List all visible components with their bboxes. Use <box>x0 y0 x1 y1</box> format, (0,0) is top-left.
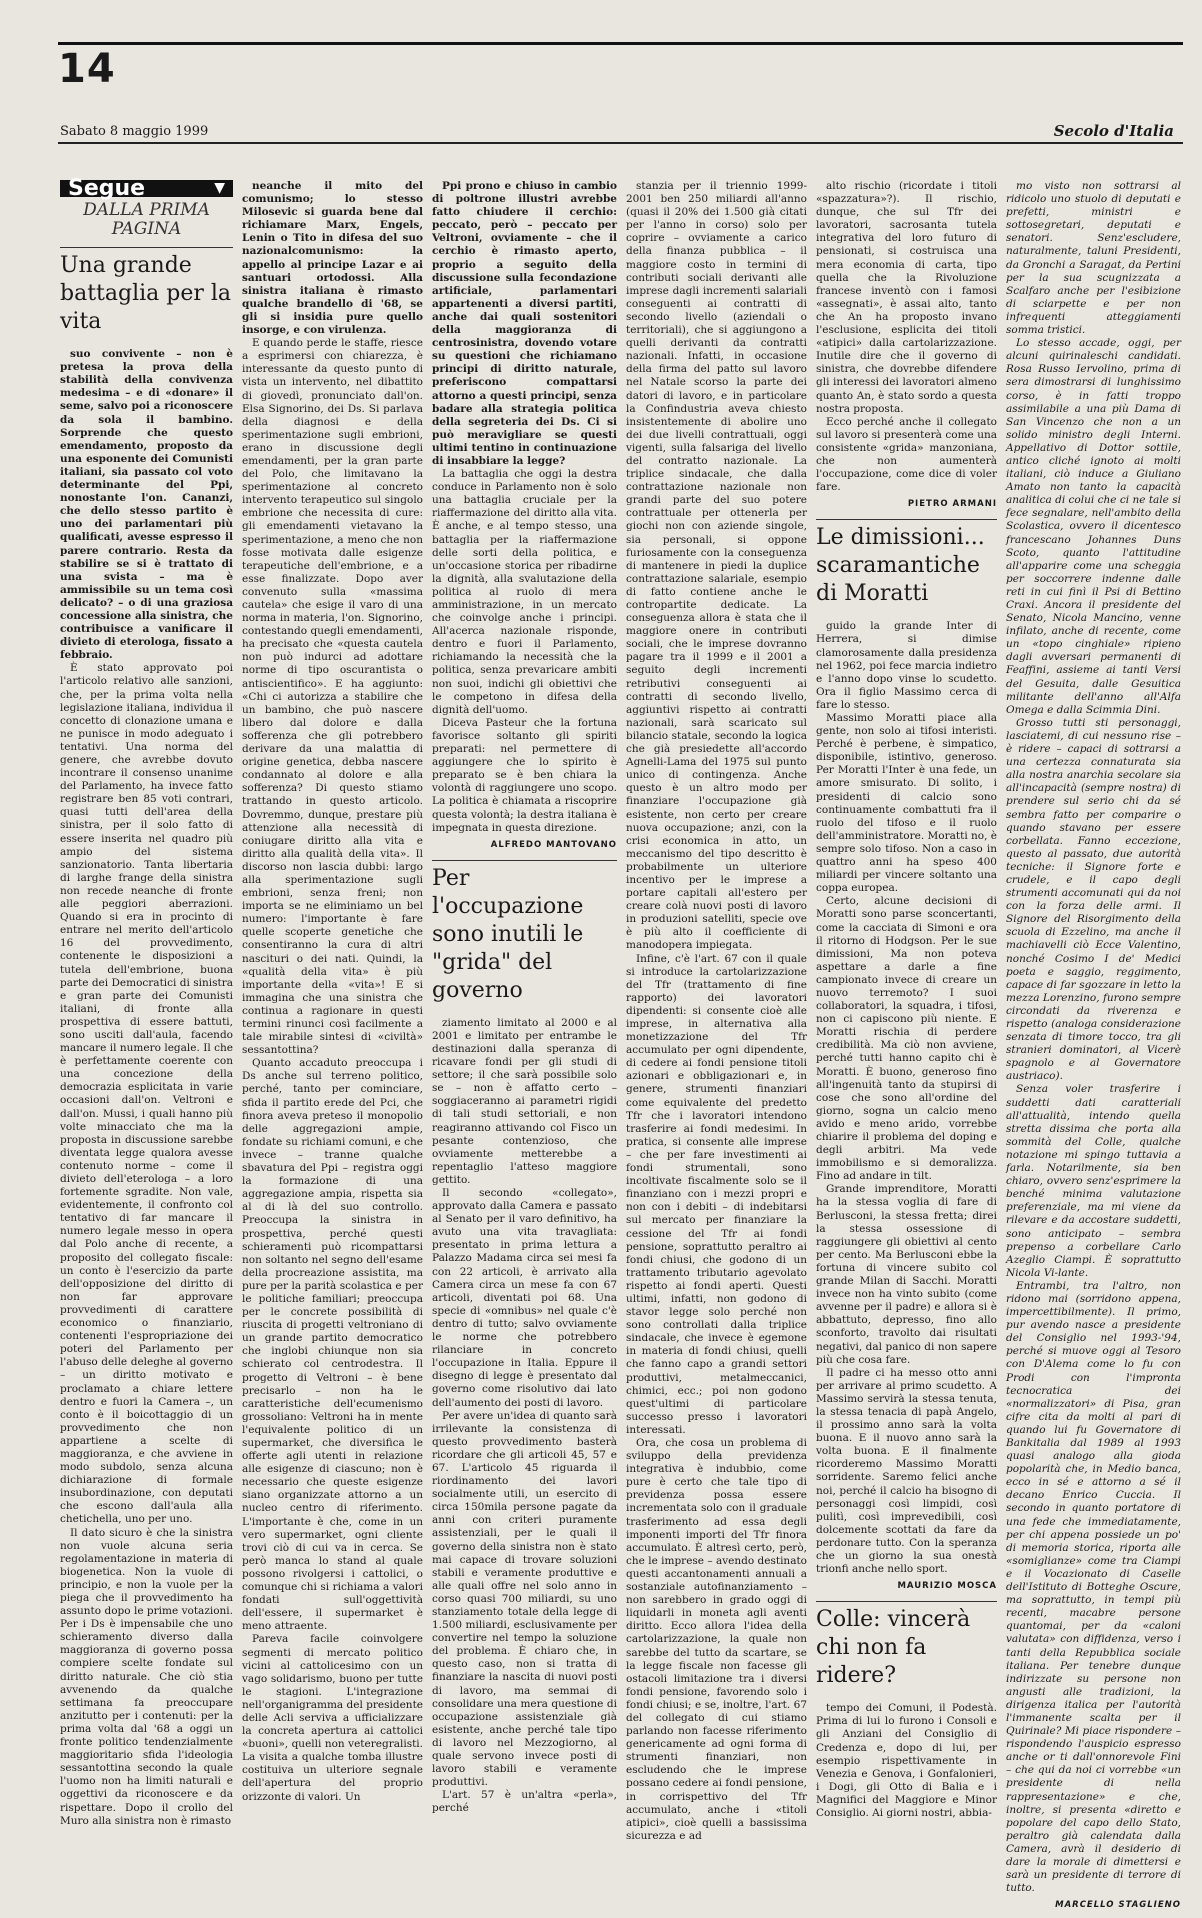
article-paragraph: Pareva facile coinvolgere segmenti di mercato politico vicini al cattolicesimo con un vago solidarismo, buono per tutte le stagioni. L'integrazione nell'organigramma del presidente delle Acli serviva a ufficializzare la concreta apertura ai cattolici «buoni», quelli non veteregralisti. La visita a qualche tomba illustre costituiva un ulteriore segnale dell'apertura del proprio orizzonte di valori. Un <box>242 1633 423 1803</box>
article-headline: Le dimissioni... scaramantiche di Moratti <box>816 519 997 608</box>
author-signature: ALFREDO MANTOVANO <box>490 839 617 850</box>
article-paragraph: stanzia per il triennio 1999-2001 ben 250 miliardi all'anno (quasi il 20% dei 1.500 già citati per l'anno in corso) solo per coprire – ovviamente a carico della finanza pubblica – il maggiore costo in termini di contributi sociali derivanti alle imprese dagli incrementi salariali conseguenti ai contratti di secondo livello (aziendali o territoriali), che si aggiungono a quelli derivanti da contratti nazionali. Infatti, in occasione della firma del patto sul lavoro nel Natale scorso la parte dei datori di lavoro, e in particolare la Confindustria aveva chiesto insistentemente di abolire uno dei due livelli contrattuali, oggi vigenti, sulla falsariga del livello del contratto nazionale. La triplice sindacale, che dalla contrattazione nazionale non grandi parte del suo potere contrattuale per ottenerla per giochi non con aziende singole, sia personali, si oppone furiosamente con la conseguenza di mantenere in piedi la duplice contrattazione salariale, esempio di fatto contiene anche le contropartite dedicate. La conseguenza allora è stata che il maggiore onere in contributi sociali, che le imprese dovranno pagare tra il 1999 e il 2001 a seguito degli incrementi retributivi conseguenti ai contratti di secondo livello, aggiuntivi rispetto ai contratti nazionali, sarà scaricato sul bilancio statale, secondo la logica che già presiedette all'accordo Agnelli-Lama del 1975 sul punto unico di contingenza. Anche questo è un altro modo per finanziare l'occupazione già esistente, non certo per creare nuova occupazione; anzi, con la crisi economica in atto, un meccanismo del tipo descritto è probabilmente un ulteriore incentivo per le imprese a portare capitali all'estero per creare colà nuovi posti di lavoro in produzioni satelliti, specie ove è più alto il coefficiente di manodopera impiegata. <box>626 180 807 952</box>
masthead: Secolo d'Italia <box>1053 122 1174 140</box>
article-paragraph: tempo dei Comuni, il Podestà. Prima di lui lo furono i Consoli e gli Anziani del Consiglio di Credenza e, dopo di lui, per esempio rispettivamente in Venezia e Genova, i Gonfalonieri, i Dogi, gli Otto di Balia e i Magnifici del Maggiore e Minor Consiglio. Ai giorni nostri, abbia- <box>816 1702 997 1820</box>
article-paragraph: Lo stesso accade, oggi, per alcuni quirinaleschi candidati. Rosa Russo Iervolino, prima di sera dimostrarsi di lunghissimo corso, è in fatti troppo assimilabile a una più Dama di San Vincenzo che non a un solido ministro degli Interni. Appellativo di Dottor sottile, antico cliché ignoto ai molti italiani, ciò induce a Giuliano Amato non tanto la capacità analitica di colui che ci ne tale si fece segnalare, nell'ambito della Scolastica, ovvero il dicentesco francescano Johannes Duns Scoto, quanto l'attitudine all'apparire come una scheggia per soccorrere indenne dalle reti in cui finì il Psi di Bettino Craxi. Ancora il presidente del Senato, Nicola Mancino, venne infilato, anche di recente, come un «topo cinghiale» ripieno dagli avversari permanenti di Feaffini, assieme ai tanti Versi del Gesuita, dalle Gesuitica militante dell'anno all'Alfa Omega e dalla Scimmia Dini. <box>1006 337 1181 716</box>
article-paragraph: Il secondo «collegato», approvato dalla Camera e passato al Senato per il varo definitivo, ha avuto una vita travagliata: presentato in prima lettura a Palazzo Madama circa sei mesi fa con 22 articoli, è arrivato alla Camera circa un mese fa con 67 articoli, diventati poi 68. Una specie di «omnibus» nel quale c'è dentro di tutto; salvo ovviamente le norme che potrebbero rilanciare in concreto l'occupazione in Italia. Eppure il disegno di legge è presentato dal governo come risolutivo dai lato dell'aumento dei posti di lavoro. <box>432 1187 617 1409</box>
author-signature: MARCELLO STAGLIENO <box>1055 1900 1181 1911</box>
article-paragraph: Il padre ci ha messo otto anni per arrivare al primo scudetto. A Massimo servirà la stessa tenuta, la stessa tenacia di papà Angelo, il prossimo anno sarà la volta buona. E il nuovo anno sarà la volta buona. E il finalmente ricorderemo Massimo Moratti sorridente. Saremo felici anche noi, perché il calcio ha bisogno di personaggi così limpidi, così pulitì, così imprevedibili, così dolcemente scottati da fare da perdonare tutto. Con la speranza che un giorno la sua onestà trionfi anche nello sport. <box>816 1366 997 1576</box>
article-paragraph: Ppi prono e chiuso in cambio di poltrone illustri avrebbe fatto chiudere il cerchio: peccato, però – peccato per Veltroni, ovviamente – che il cerchio è rimasto aperto, proprio a seguito della discussione sulla fecondazione artificiale, parlamentari appartenenti a diversi partiti, anche dai quali sostenitori della maggioranza di centrosinistra, dovendo votare su questioni che richiamano principi di diritto naturale, preferiscono compattarsi attorno a questi principi, senza badare alla strategia politica della segreteria dei Ds. Ci si può meravigliare se questi ultimi tentino in continuazione di insabbiare la legge? <box>432 180 617 467</box>
segue-banner <box>60 176 233 201</box>
article-paragraph: Per avere un'idea di quanto sarà irrilevante la consistenza di questo provvedimento basterà ricordare che gli articoli 45, 57 e 67. L'articolo 45 riguarda il riordinamento dei lavori socialmente utili, un esercito di circa 150mila persone pagate da anni con criteri puramente assistenziali, per le quali il governo della sinistra non è stato mai capace di trovare soluzioni stabili e veramente produttive e alle quali offre nel solo anno in corso quasi 700 miliardi, su uno stanziamento totale della legge di 1.500 miliardi, esclusivamente per convertire nel tempo la soluzione del problema. È chiaro che, in questo caso, non si tratta di finanziare la nascita di nuovi posti di lavoro, ma semmai di consolidare una mera questione di occupazione assistenziale già esistente, anche perché tale tipo di lavoro nel Mezzogiorno, al quale servono invece posti di lavoro stabili e veramente produttivi. <box>432 1409 617 1789</box>
article-paragraph: Infine, c'è l'art. 67 con il quale si introduce la cartolarizzazione del Tfr (trattamento di fine rapporto) dei lavoratori dipendenti: si consente cioè alle imprese, in alternativa alla monetizzazione del Tfr accumulato per ogni dipendente, di cedere ai fondi pensione titoli azionari e obbligazionari e, in genere, strumenti finanziari come equivalente del predetto Tfr che i lavoratori intendono trasferire ai fondi medesimi. In pratica, si consente alle imprese – che per fare investimenti ai fondi strumentali, sono incoltivate fiscalmente solo se il finanziano con i mezzi propri e non con i debiti – di indebitarsi sul mercato per finanziare la cessione del Tfr ai fondi pensione, soprattutto peraltro ai fondi chiusi, che godono di un trattamento tributario agevolato rispetto ai fondi aperti. Questi ultimi, infatti, non godono di stavor legge solo perché non sono controllati dalla triplice sindacale, che invece è egemone in materia di fondi chiusi, quelli che fanno capo a grandi settori produttivi, metalmeccanici, chimici, ecc.; poi non godono quest'ultimi di particolare successo presso i lavoratori interessati. <box>626 952 807 1436</box>
column-2 <box>242 180 423 1804</box>
triangle-down-icon: ▼ <box>214 180 225 196</box>
column-1 <box>60 176 233 1828</box>
article-paragraph: suo convivente – non è pretesa la prova della stabilità della convivenza medesima – e di «donare» il seme, salvo poi a riconoscere da sola il bambino. Sorprende che questo emendamento, proposto da una esponente dei Comunisti italiani, sia passato col voto determinante del Ppi, nonostante l'on. Cananzi, che dello stesso partito è uno dei parlamentari più qualificati, avesse espresso il parere contrario. Resta da stabilire se si è trattato di una svista – ma è ammissibile su un tema così delicato? – o di una graziosa concessione alla sinistra, che contribuisce a vanificare il divieto di eterologa, fissato a febbraio. <box>60 348 233 662</box>
article-headline: Per l'occupazione sono inutili le "grida" del governo <box>432 860 617 1005</box>
page-number: 14 <box>58 46 116 92</box>
article-paragraph: È stato approvato poi l'articolo relativo alle sanzioni, che, per la prima volta nella legislazione italiana, individua il concetto di clonazione umana e ne punisce in modo adeguato i tentativi. Una norma del genere, che avrebbe dovuto incontrare il consenso unanime del Parlamento, ha invece fatto registrare ben 85 voti contrari, quasi tutti dell'area della sinistra, per il solo fatto di essere inserita nel quadro più ampio del sistema sanzionatorio. Tanta libertaria di larghe frange della sinistra non recede neanche di fronte alle peggiori aberrazioni. Quando si era in procinto di entrare nel merito dell'articolo 16 del provvedimento, contenente le disposizioni a tutela dell'embrione, buona parte dei Democratici di sinistra e gran parte dei Comunisti italiani, di fronte alla prospettiva di essere battuti, sono usciti dall'aula, facendo mancare il numero legale. Il che è perfettamente coerente con una concezione della democrazia esplicitata in varie occasioni dall'on. Veltroni e dall'on. Mussi, i quali hanno più volte minacciato che ma la proposta in discussione sarebbe diventata legge qualora avesse contenuto norme – come il divieto dell'eterologa – a loro fortemente sgradite. Non vale, evidentemente, il confronto col tentativo di far mancare il numero legale messo in opera dal Polo anche di recente, a proposito del collegato fiscale: un conto è l'esercizio da parte dell'opposizione del diritto di non far approvare provvedimenti di carattere economico o finanziario, contenenti l'espropriazione dei poteri del Parlamento per l'abuso delle deleghe al governo – un diritto motivato e proclamato a chiare lettere dentro e fuori la Camera –, un conto è il boicottaggio di un provvedimento che non appartiene a scelte di maggioranza, e che avviene in modo subdolo, senza alcuna dichiarazione di formale insubordinazione, con deputati che escono dall'aula alla chetichella, uno per uno. <box>60 662 233 1526</box>
article-paragraph: Ora, che cosa un problema di sviluppo della previdenza integrativa è indubbio, come pure è certo che tale tipo di previdenza possa essere incrementata solo con il graduale trasferimento ad essa degli imponenti importi del Tfr finora accumulato. È altresì certo, però, che le imprese – avendo destinato questi accantonamenti annuali a sostanziale autofinanziamento – non sarebbero in grado oggi di liquidarli in moneta agli aventi diritto. Ecco allora l'idea della cartolarizzazione, la quale non sarebbe del tutto da scartare, se la legge fiscale non facesse gli ostacoli limitazione tra i diversi fondi pensione, favorendo solo i fondi chiusi; e se, inoltre, l'art. 67 del collegato di cui stiamo parlando non facesse riferimento genericamente ad ogni forma di strumenti finanziari, non escludendo che le imprese possano cedere ai fondi pensione, in corrispettivo del Tfr accumulato, anche i «titoli atipici», cioè quelli a bassissima sicurezza e ad <box>626 1437 807 1842</box>
article-paragraph: guido la grande Inter di Herrera, si dimise clamorosamente dalla presidenza nel 1962, poi fece marcia indietro e l'anno dopo vinse lo scudetto. Ora il figlio Massimo cerca di fare lo stesso. <box>816 620 997 711</box>
article-paragraph: ziamento limitato al 2000 e al 2001 e limitato per entrambe le destinazioni dalla speranza di ricavare fondi per gli studi di settore; il che sarà possibile solo se – non è affatto certo – soggiaceranno ai parametri rigidi di tali studi settoriali, e non reagiranno attivando col Fisco un pesante contenzioso, che ovviamente metterebbe a repentaglio l'atteso maggiore gettito. <box>432 1016 617 1186</box>
article-paragraph: neanche il mito del comunismo; lo stesso Milosevic si guarda bene dal richiamare Marx, Engels, Lenin o Tito in difesa del suo nazionalcomunismo: la appello al principe Lazar e ai santuari ortodossi. Alla sinistra italiana è rimasto qualche brandello di '68, se gli si insidia pure quello insorge, e con virulenza. <box>242 180 423 337</box>
article-paragraph: Senza voler trasferire i suddetti dati caratteriali all'attualità, intendo quella stretta dissima che porta alla sommità del Colle, qualche notazione mi spingo tuttavia a farla. Notarilmente, sia ben chiaro, ovvero senz'esprimere la benché minima valutazione preferenziale, ma mi viene da rilevare e da accostare suddetti, sono anticipato – sembra prepenso a corbellare Carlo Azeglio Ciampi. È soprattutto Nicola Vi-lante. <box>1006 1083 1181 1279</box>
article-headline: Una grande battaglia per la vita <box>60 247 233 336</box>
article-paragraph: La battaglia che oggi la destra conduce in Parlamento non è solo una battaglia cruciale per la riaffermazione del diritto alla vita. È anche, e al tempo stesso, una battaglia per la riaffermazione delle sorti della politica, e un'occasione storica per ribadirne la dignità, alla svalutazione della politica al ruolo di mera amministrazione, in un mercato che coinvolge anche i principi. All'acerca nazionale risponde, dentro e fuori il Parlamento, richiamando la necessità che la politica, senza prevaricare ambiti non suoi, indichi gli obiettivi che le competono in difesa della dignità dell'uomo. <box>432 468 617 716</box>
article-paragraph: Diceva Pasteur che la fortuna favorisce soltanto gli spiriti preparati: nel permettere di aggiungere che lo spirito è preparato se è ben chiara la volontà di raggiungere uno scopo. La politica è chiamata a riscoprire questa volontà; la destra italiana è impegnata in questa direzione. <box>432 716 617 834</box>
segue-label: Segue <box>68 176 146 201</box>
column-4 <box>626 180 807 1843</box>
article-paragraph: L'art. 57 è un'altra «perla», perché <box>432 1789 617 1815</box>
author-signature: PIETRO ARMANI <box>907 499 997 510</box>
issue-date: Sabato 8 maggio 1999 <box>60 124 209 139</box>
article-paragraph: alto rischio (ricordate i titoli «spazzatura»?). Il rischio, dunque, che sul Tfr dei lavoratori, sacrosanta tutela integrativa del loro futuro di pensionati, si costruisca una mera economia di carta, tipo quella che la Rivoluzione francese inventò con i famosi «assegnati», è assai alto, tanto che An ha proposto invano l'esclusione, esplicita dei titoli «atipici» dalla cartolarizzazione. Inutile dire che il governo di sinistra, che dovrebbe difendere gli interessi dei lavoratori almeno quanto An, è stato sordo a questa nostra proposta. <box>816 180 997 415</box>
column-6 <box>1006 180 1181 1918</box>
dalla-prima-pagina-label: DALLA PRIMA PAGINA <box>83 200 210 240</box>
article-paragraph: Certo, alcune decisioni di Moratti sono parse sconcertanti, come la cacciata di Simoni e ora il ritorno di Hodgson. Per le sue dimissioni, Ma non poteva aspettare a darle a fine campionato invece di creare un nuovo terremoto? I suoi collaboratori, la squadra, i tifosi, non ci capiscono più niente. E Moratti rischia di perdere credibilità. Ma ciò non avviene, perché tutti hanno capito chi è Moratti. È buono, generoso fino all'ingenuità tanto da stupirsi di cose che sono all'ordine del giorno, sogna un calcio meno avido e meno arido, vorrebbe chiarire il problema del doping e degli arbitri. Ma vede immobilismo e si demoralizza. Fino ad andare in tilt. <box>816 895 997 1183</box>
article-paragraph: Grande imprenditore, Moratti ha la stessa voglia di fare di Berlusconi, la stessa fretta; direi la stessa ossessione di raggiungere gli obiettivi al cento per cento. Ma Berlusconi ebbe la fortuna di vincere subito col grande Milan di Sacchi. Moratti invece non ha vinto subito (come avvenne per il padre) e allora si è abbattuto, depresso, fino allo sconforto, travolto dai risultati negativi, dal panico di non sapere più che cosa fare. <box>816 1183 997 1366</box>
article-paragraph: Grosso tutti sti personaggi, lasciatemi, di cui nessuno rise – è ridere – capaci di sottrarsi a una certezza connaturata sia alla nostra anarchia secolare sia all'incapacità (sempre nostra) di prendere sul serio chi da sé sembra fatto per comparire o quando stavano per essere corbellata. Fanno eccezione, questo al passato, due autorità tecniche: il Signore forte e crudele, e il capo degli strumenti accomunati qui da noi con la forza delle armi. Il Signore del Risorgimento della scuola di Ezzelino, ma anche il machiavelli ciò Ecce Valentino, nonché Cosimo I de' Medici poeta e saggio, reggimento, capace di far sgozzare in letto la mezza Lorenzino, furono sempre circondati da riverenza e rispetto (analoga considerazione senzata di timore tocco, tra gli stranieri dominatori, al Vicerè spagnolo e al Governatore austriaco). <box>1006 716 1181 1083</box>
article-paragraph: mo visto non sottrarsi al ridicolo uno stuolo di deputati e prefetti, ministri e sottosegretari, deputati e senatori. Senz'escludere, naturalmente, taluni Presidenti, da Gronchi a Saragat, da Pertini per la sua scugnizzata a Scalfaro anche per l'esibizione di sciarpette e per non infrequenti atteggiamenti somma tristici. <box>1006 180 1181 337</box>
article-headline: Colle: vincerà chi non fa ridere? <box>816 1601 997 1690</box>
article-paragraph: Quanto accaduto preoccupa i Ds anche sul terreno politico, perché, tanto per cominciare, sfida il partito erede del Pci, che finora aveva preteso il monopolio delle aggregazioni ampie, fondate su richiami comuni, e che invece – tranne qualche sbavatura del Ppi – registra oggi la formazione di una aggregazione ampia, rispetta sia al di là del suo controllo. Preoccupa la sinistra in prospettiva, perché questi schieramenti può ricompattarsi non soltanto nel segno dell'esame della procreazione assistita, ma pure per la parità scolastica e per le politiche familiari; preoccupa per le concrete possibilità di riuscita di progetti veltroniano di un grande partito democratico che inglobi chiunque non sia schierato col centrodestra. Il progetto di Veltroni – è bene precisarlo – non ha le caratteristiche dell'ecumenismo grossoliano: Veltroni ha in mente l'equivalente politico di un supermarket, che diversifica le offerte agli utenti in relazione alle esigenze di ciascuno; non è necessario che queste esigenze siano organizzate attorno a un nucleo centro di riferimento. L'importante è che, come in un vero supermarket, ogni cliente trovi ciò di cui va in cerca. Se però manca lo stand al quale possono rivolgersi i cattolici, o comunque chi si richiama a valori fondati sull'oggettività dell'essere, il supermarket è meno attraente. <box>242 1057 423 1633</box>
article-paragraph: Massimo Moratti piace alla gente, non solo ai tifosi interisti. Perché è perbene, è simpatico, disponibile, istintivo, generoso. Per Moratti l'Inter è una fede, un amore smisurato. Di solito, i presidenti di calcio sono continuamente combattuti fra il ruolo del tifoso e il ruolo dell'amministratore. Moratti no, è sempre solo tifoso. Non a caso in quattro anni ha speso 400 miliardi per vincere soltanto una coppa europea. <box>816 712 997 895</box>
article-paragraph: Il dato sicuro è che la sinistra non vuole alcuna seria regolamentazione in materia di biogenetica. Non la vuole di principio, e non la vuole per la piega che il provvedimento ha assunto dopo le prime votazioni. Per i Ds è impensabile che uno schieramento diverso dalla maggioranza di governo possa compiere scelte fondate sul diritto naturale. Che ciò stia avvenendo da qualche settimana fa preoccupare anzitutto per i contenuti: per la prima volta dal '68 a oggi un fronte politico tendenzialmente maggioritario sfida l'ideologia sessantottina secondo la quale l'uomo non ha limiti naturali e oggettivi da riconoscere e da rispettare. Dopo il crollo del Muro alla sinistra non è rimasto <box>60 1526 233 1827</box>
header-rule <box>58 142 1183 144</box>
top-rule <box>58 42 1183 45</box>
article-paragraph: Entrambi, tra l'altro, non ridono mai (sorridono appena, impercettibilmente). Il primo, pur avendo nasce a presidente del Consiglio nel 1993-'94, perché si muove oggi al Tesoro con D'Alema come lo fu con Prodi con l'impronta tecnocratica dei «normalizzatori» di Pisa, gran cifre cita da molti al pari di quando lui fu Governatore di Bankitalia dal 1989 al 1993 quasi analogo alla gioda popolarità che, in Medio banca, ecco in sé e attorno a sé il decano Enrico Cuccia. Il secondo in quanto portatore di una fede che immediatamente, per chi appena possiede un po' di memoria storica, riporta alle «somiglianze» come tra Ciampi e il Vocazionato di Caselle dell'Istituto di Botteghe Oscure, ma soprattutto, in tempi più recenti, macabre persone quantomai, per da «caloni valutata» con diffidenza, verso i tanti della Repubblica sociale italiana. Per tenebre dunque indirizzate su persone non angusti alle tradizioni, la dirigenza italica per l'autorità l'immanente scalta per il Quirinale? Mi piace rispondere – rispondendo l'auspicio espresso anche or ti dall'onnorevole Fini – che qui da noi ci vorrebbe «un presidente di nella rappresentazione» e che, inoltre, si presenta «diretto e popolare del capo dello Stato, peraltro già calendata dalla Camera, avrà il desiderio di dare la morale di dimettersi e sarà un presidente di terrore di tutto. <box>1006 1279 1181 1895</box>
column-5 <box>816 180 997 1820</box>
article-paragraph: E quando perde le staffe, riesce a esprimersi con chiarezza, è interessante da questo punto di vista un intervento, nel dibattito di giovedì, pronunciato dall'on. Elsa Signorino, dei Ds. Si parlava della diagnosi e della sperimentazione sugli embrioni, erano in discussione degli emendamenti, per la gran parte del Polo, che limitavano la sperimentazione al concreto intervento terapeutico sul singolo embrione che necessita di cure: gli emendamenti vietavano la sperimentazione, a meno che non fosse motivata dalle esigenze terapeutiche dell'embrione, e a esse finalizzate. Dopo aver convenuto sulla «massima cautela» che esige il varo di una norma in materia, l'on. Signorino, contestando quegli emendamenti, ha precisato che «questa cautela non può indurci ad adottare norme di tipo oscurantista o antiscientifico». E ha aggiunto: «Chi ci autorizza a stabilire che un bambino, che può nascere libero dal dolore e dalla sofferenza che gli potrebbero derivare da una malattia di origine genetica, debba nascere condannato al dolore e alla sofferenza? Di questo stiamo trattando in questo articolo. Dovremmo, dunque, prestare più attenzione alla necessità di coniugare diritto alla vita e diritto alla qualità della vita». Il discorso non lascia dubbi: largo alla sperimentazione sugli embrioni, senza freni; non importa se ne eliminiamo un bel numero: l'importante è fare quelle scoperte genetiche che consentiranno la cura di altri nascituri o dei nati. Quindi, la «qualità della vita» è più importante della «vita»! E si immagina che una sinistra che continua a ragionare in questi termini rinunci così facilmente a tale mirabile sintesi di «civiltà» sessantottina? <box>242 337 423 1057</box>
article-paragraph: Ecco perché anche il collegato sul lavoro si presenterà come una consistente «grida» manzoniana, che non aumenterà l'occupazione, come dice di voler fare. <box>816 415 997 494</box>
author-signature: MAURIZIO MOSCA <box>897 1581 997 1592</box>
column-3 <box>432 180 617 1816</box>
